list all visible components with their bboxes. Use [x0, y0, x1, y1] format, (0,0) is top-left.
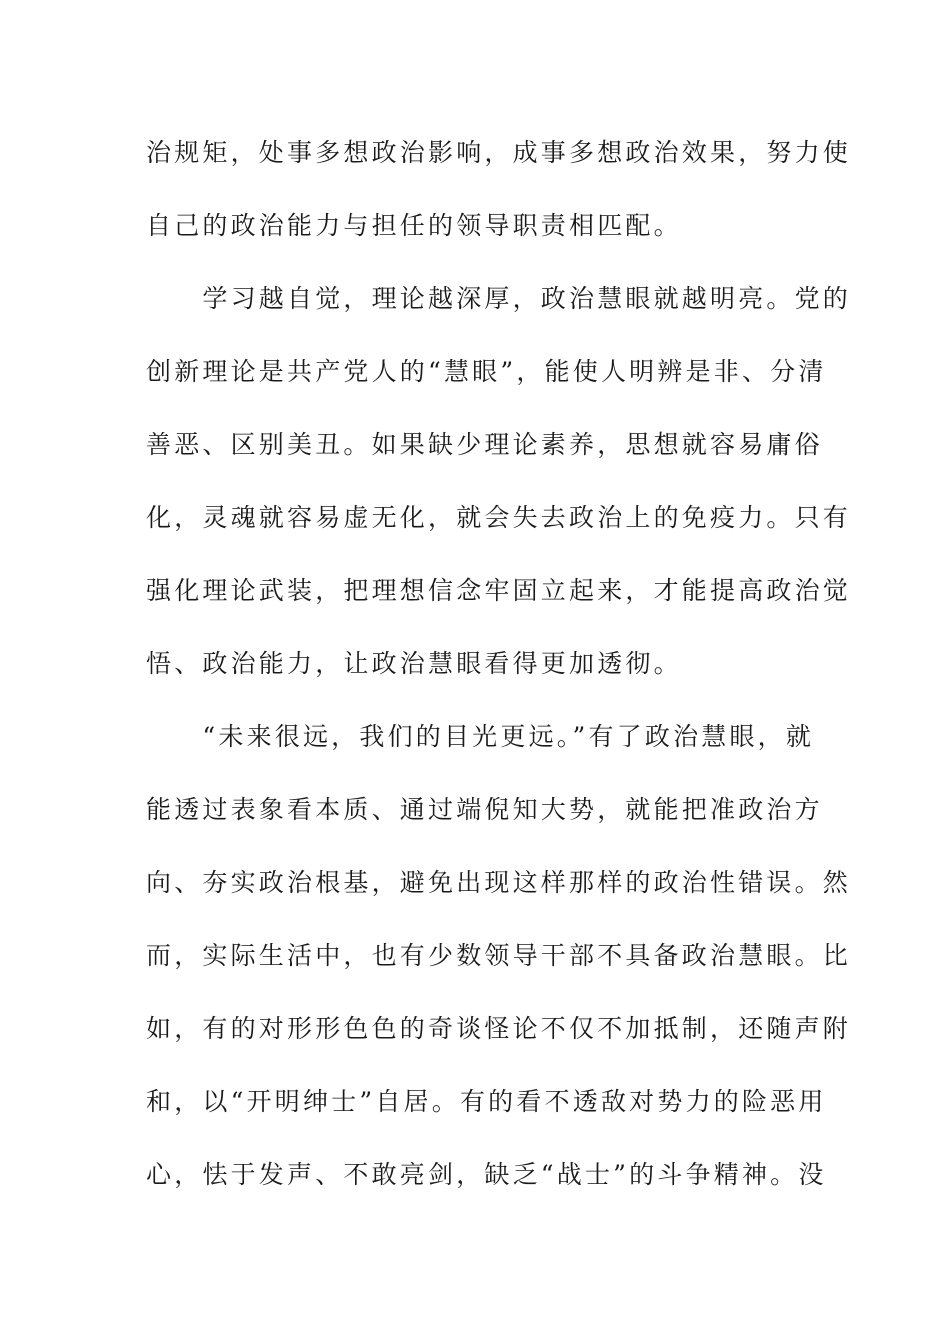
text-line: 如，有的对形形色色的奇谈怪论不仅不加抵制，还随声附 [146, 1014, 852, 1043]
text-line: 能透过表象看本质、通过端倪知大势，就能把准政治方 [146, 795, 823, 824]
text-line: 创新理论是共产党人的“慧眼”，能使人明辨是非、分清 [146, 357, 827, 386]
body-text [146, 128, 852, 1223]
text-line: 心，怯于发声、不敢亮剑，缺乏“战士”的斗争精神。没 [146, 1160, 827, 1189]
text-line: 化，灵魂就容易虚无化，就会失去政治上的免疫力。只有 [146, 503, 852, 532]
text-line: 向、夯实政治根基，避免出现这样那样的政治性错误。然 [146, 868, 852, 897]
text-line: 善恶、区别美丑。如果缺少理论素养，思想就容易庸俗 [146, 430, 823, 459]
text-line: 悟、政治能力，让政治慧眼看得更加透彻。 [146, 649, 682, 678]
text-line: 治规矩，处事多想政治影响，成事多想政治效果，努力使 [146, 138, 852, 167]
text-line: 强化理论武装，把理想信念牢固立起来，才能提高政治觉 [146, 576, 852, 605]
text-line: 而，实际生活中，也有少数领导干部不具备政治慧眼。比 [146, 941, 852, 970]
text-line: 自己的政治能力与担任的领导职责相匹配。 [146, 211, 682, 240]
text-line: 学习越自觉，理论越深厚，政治慧眼就越明亮。党的 [146, 284, 852, 313]
text-line: 和，以“开明绅士”自居。有的看不透敌对势力的险恶用 [146, 1087, 827, 1116]
text-line: “未来很远，我们的目光更远。”有了政治慧眼，就 [146, 722, 815, 751]
